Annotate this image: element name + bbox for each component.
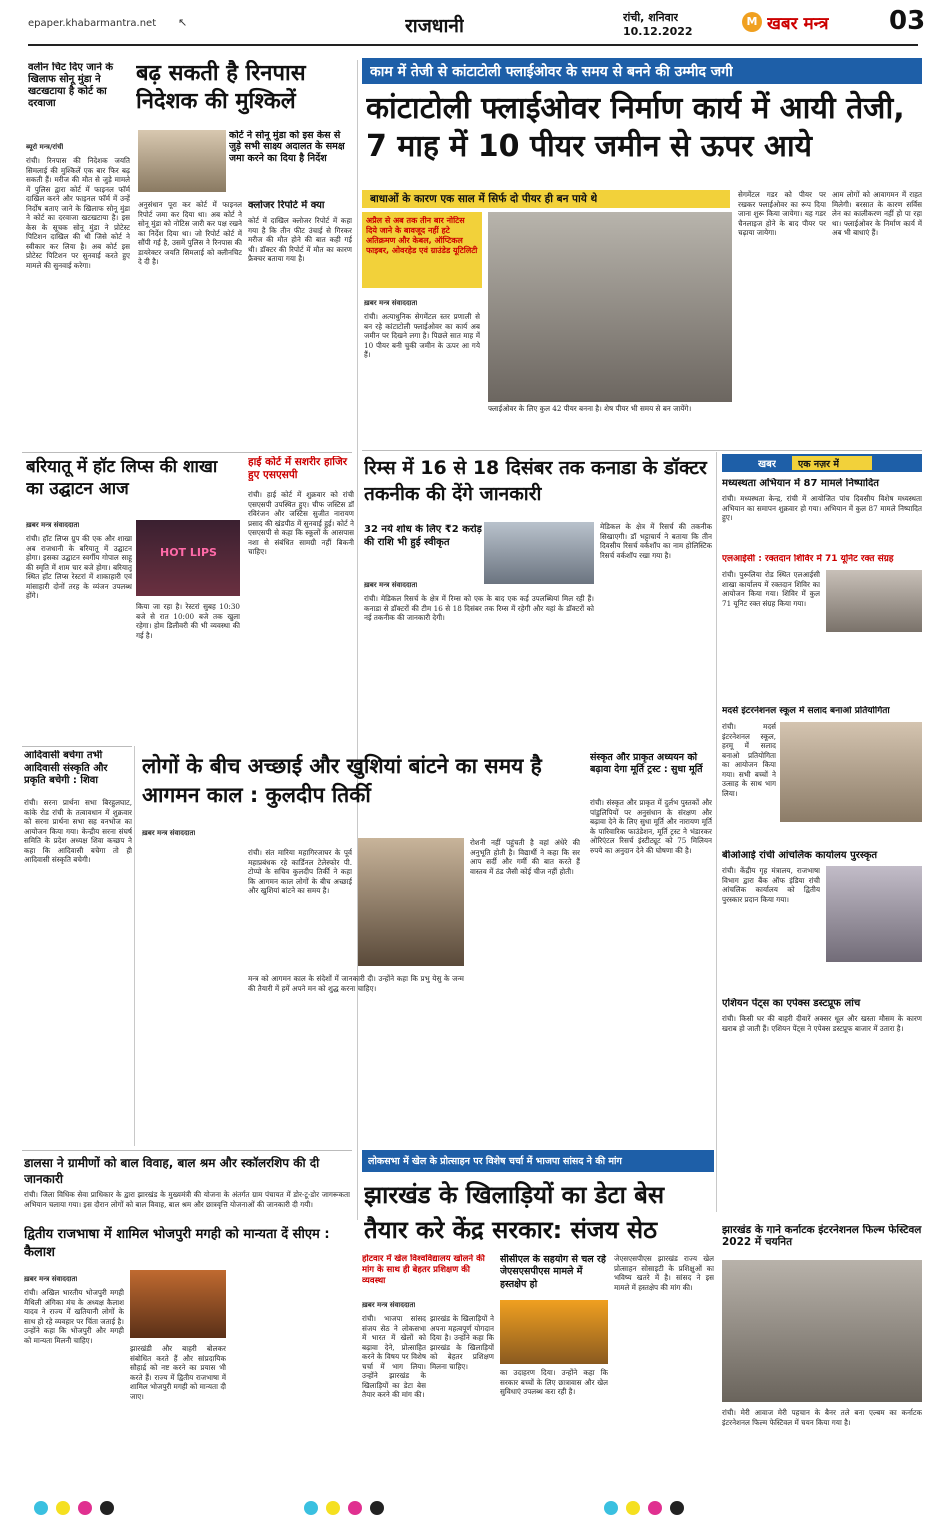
highlight-box-text: अप्रैल से अब तक तीन बार नोटिस दिये जाने के बावजूद नहीं हटे अतिक्रमण और केबल, ऑप्टिकल फाइबर, ओवरहेड एवं ग्राउंडेड यूटिलिटी (366, 216, 478, 255)
article-body: रांची। भाजपा सांसद संजय सेठ ने लोकसभा में भारत में खेलों को बढ़ावा देने, प्रोत्साहित करने के विषय पर विशेष चर्चा में भाग लिया। उन्होंने झारखंड के खिलाड़ियों का डेटा बेस तैयार करने की मांग की। (362, 1314, 426, 1399)
article-body: रांची। संत मारिया महागिरजाघर के पूर्व महाप्रबंधक रहे कार्डिनल टेलेस्फोर पी. टोप्पो के सचिव कुलदीप तिर्की ने कहा कि आगमन काल लोगों के बीच अच्छाई और खुशियां बांटने का समय है। (248, 848, 352, 895)
brand-logo (742, 10, 892, 36)
article-hot-lips (22, 456, 240, 746)
article-headline: द्वितीय राजभाषा में शामिल भोजपुरी मगही को मान्यता दें सीएम : कैलाश (24, 1227, 330, 1260)
blood-camp-photo (826, 570, 922, 632)
article-body: रांची। मेडिकल रिसर्च के क्षेत्र में रिम्स को एक के बाद एक कई उपलब्धियां मिल रही हैं। कनाडा से डॉक्टरों की टीम 16 से 18 दिसंबर तक रिम्स में रहेगी और यहां के डॉक्टरों को नई तकनीक की जानकारी देगी। (364, 594, 594, 622)
article-headline: आदिवासी बचेगा तभी आदिवासी संस्कृति और प्रकृति बचेगी : शिवा (24, 750, 108, 786)
photo-caption: कोर्ट ने सोनू मुंडा को इस केस से जुड़े सभी साक्ष्य अदालत के समक्ष जमा करने का दिया है निर्देश (229, 130, 345, 164)
magenta-dot (78, 1501, 92, 1515)
brief-headline: मदर्स इंटरनेशनल स्कूल में सलाद बनाओ प्रतियोगिता (722, 706, 890, 716)
ek-nazar-sidebar (722, 454, 922, 1509)
byline: ब्यूरो मन्त्र/रांची (26, 143, 64, 151)
article-headline: रिम्स में 16 से 18 दिसंबर तक कनाडा के डॉक्टर तकनीक की देंगे जानकारी (364, 457, 707, 505)
dateline-date: 10.12.2022 (623, 25, 693, 38)
registration-dots-right (600, 1500, 688, 1517)
kailash-portrait (130, 1270, 226, 1338)
article-body: किया जा रहा है। रेस्टरां सुबह 10:30 बजे से रात 10:00 बजे तक खुला रहेगा। होम डिलीवरी की भी व्यवस्था की गई है। (136, 602, 240, 640)
brief-body: रांची। किसी घर की बाहरी दीवारें अक्सर धूल और खस्ता मौसम के कारण खराब हो जाती हैं। एशियन पेंट्स ने एपेक्स डस्टप्रूफ बाजार में उतारा है। (722, 1014, 922, 1033)
article-headline: बरियातू में हॉट लिप्स की शाखा का उद्घाटन आज (26, 457, 218, 500)
article-kailash (22, 1226, 354, 1496)
court-photo (138, 130, 226, 192)
article-kuldeep-tirkey (140, 752, 580, 1144)
cyan-dot (304, 1501, 318, 1515)
article-headline: बढ़ सकती है रिनपास निदेशक की मुश्किलें (136, 61, 306, 114)
article-banner (362, 1150, 714, 1172)
article-body: कोर्ट में दाखिल क्लोजर रिपोर्ट में कहा गया है कि तीन फीट उंचाई से गिरकर मरीज की मौत होने की बात कही गई थी। डॉक्टर की रिपोर्ट में मौत का कारण फ्रैक्चर बताया गया है। (248, 216, 352, 263)
brief-headline: बीओआई रांची आंचलिक कार्यालय पुरस्कृत (722, 850, 878, 861)
site-url[interactable]: epaper.khabarmantra.net (28, 18, 157, 29)
byline: ख़बर मन्त्र संवाददाता (24, 1275, 78, 1283)
cyan-dot (34, 1501, 48, 1515)
article-adivasi (22, 750, 132, 1150)
magenta-dot (348, 1501, 362, 1515)
photo-caption: फ्लाईओवर के लिए कुल 42 पीयर बनना है। शेष पीयर भी समय से बन जायेंगे। (488, 404, 692, 413)
brief-body: रांची। मदर्स इंटरनेशनल स्कूल, हरमू में सलाद बनाओ प्रतियोगिता का आयोजन किया गया। सभी बच्चों ने उत्साह के साथ भाग लिया। (722, 722, 776, 798)
salad-competition-photo (780, 722, 922, 822)
registration-dots-center (300, 1500, 388, 1517)
article-high-court (246, 456, 354, 746)
brief-body: रांची। केंद्रीय गृह मंत्रालय, राजभाषा विभाग द्वारा बैंक ऑफ इंडिया रांची आंचलिक कार्यालय को द्वितीय पुरस्कार प्रदान किया गया। (722, 866, 820, 904)
article-kicker: वलीन चिट दिए जाने के खिलाफ सोनू मुंडा ने खटखटाया है कोर्ट का दरवाजा (28, 62, 114, 109)
brief-body: रांची। मध्यस्थता केन्द्र, रांची में आयोजित पांच दिवसीय विशेष मध्यस्थता अभियान का समापन शुक्रवार हो गया। अभियान में कुल 87 मामले निष्पादित हुए। (722, 494, 922, 522)
section-name: राजधानी (405, 15, 464, 37)
byline: ख़बर मन्त्र संवाददाता (364, 581, 418, 589)
sanjay-seth-portrait (500, 1300, 608, 1364)
article-body: झारखंडी और बाहरी बोलकर संबोधित करते हैं और सांप्रदायिक सौहार्द्र को नष्ट करने का प्रयास भी करते हैं। राज्य में द्वितीय राजभाषा में शामिल भोजपुरी मगही को मान्यता दी जाए। (130, 1344, 226, 1401)
banner-text: लोकसभा में खेल के प्रोत्साहन पर विशेष चर्चा में भाजपा सांसद ने की मांग (368, 1156, 622, 1167)
cyan-dot (604, 1501, 618, 1515)
article-body: मन्त्र को आगमन काल के संदेशों में जानकारी दी। उन्होंने कहा कि प्रभु येसु के जन्म की तैयारी में हमें अपने मन को शुद्ध करना चाहिए। (248, 974, 464, 993)
sidebar-tag-bar (722, 454, 922, 472)
article-body: अनुसंधान पूरा कर कोर्ट में फाइनल रिपोर्ट जमा कर दिया था। अब कोर्ट ने सोनू मुंडा को नोटिस जारी कर पक्ष रखने का निर्देश दिया था। जो रिपोर्ट कोर्ट में सौंपी गई है, उसमें पुलिस ने रिनपास की डायरेक्टर जयति सिमलाई को क्लीनचिट दे दी है। (138, 200, 242, 266)
article-headline: हाई कोर्ट में सशरीर हाजिर हुए एसएसपी (248, 456, 348, 481)
yellow-dot (326, 1501, 340, 1515)
article-rims (362, 454, 712, 754)
magenta-dot (648, 1501, 662, 1515)
article-body: रांची। अखिल भारतीय भोजपुरी मगही मैथिली अंगिका मंच के अध्यक्ष कैलाश यादव ने राज्य में खतियानी लोगों के साथ हो रहे व्यवहार पर चिंता जताई है। उन्होंने कहा कि भोजपुरी और मगही को मान्यता मिलनी चाहिए। (24, 1288, 124, 1345)
highlight-box-text: 32 नये शोध के लिए ₹2 करोड़ की राशि भी हुई स्वीकृत (364, 524, 482, 548)
yellow-dot (56, 1501, 70, 1515)
cursor-icon: ↖ (178, 16, 188, 29)
column-rule (716, 452, 717, 1212)
column-rule (134, 746, 135, 1146)
restaurant-photo (136, 520, 240, 596)
article-headline: कांटाटोली फ्लाईओवर निर्माण कार्य में आयी तेजी, 7 माह में 10 पीयर जमीन से ऊपर आये (366, 91, 905, 164)
subheading: सीसीएल के सहयोग से चल रहे जेएसएसपीएस मामले में हस्तक्षेप हो (500, 1254, 606, 1290)
article-body: मेडिकल के क्षेत्र में रिसर्च की तकनीक सिखाएगी। डॉ भट्टाचार्य ने बताया कि तीन दिवसीय रिसर्च वर्कशॉप का नाम होलिस्टिक रिसर्च वर्कशॉप रखा गया है। (600, 522, 712, 560)
article-body: रोशनी नहीं पहुंचती है वहां अंधेरे की अनुभूति होती है। विद्यार्थी ने कहा कि सर आप सर्दी और गर्मी की बात करते हैं वास्तव में ठंड जैसी कोई चीज नहीं होती। (470, 838, 580, 876)
article-dalsa (22, 1156, 352, 1224)
byline: ख़बर मन्त्र संवाददाता (26, 521, 80, 529)
kuldeep-portrait (358, 838, 464, 966)
horizontal-rule (362, 450, 922, 451)
article-sanjay-seth (362, 1150, 714, 1496)
article-body: आम लोगों को आवागमन में राहत मिलेगी। बरसात के कारण सर्विस लेन का कालीकरण नहीं हो पा रहा था। फ्लाईओवर के निर्माण कार्य में अब भी बाधाएं हैं। (832, 190, 922, 237)
horizontal-rule (22, 1150, 352, 1151)
rims-photo (484, 522, 594, 584)
brief-headline: एशियन पेंट्स का एपेक्स डस्टप्रूफ लांच (722, 998, 861, 1009)
registration-marks (0, 1500, 945, 1517)
banner-text: काम में तेजी से कांटाटोली फ्लाईओवर के समय से बनने की उम्मीद जगी (370, 64, 733, 80)
article-body: झारखंड के खिलाड़ियों ने अपना महत्वपूर्ण योगदान दिया है। उन्होंने कहा कि झारखंड के खिलाड़ियों को बेहतर प्रशिक्षण मिलना चाहिए। (430, 1314, 494, 1371)
article-body: का उदाहरण दिया। उन्होंने कहा कि सरकार बच्चों के लिए छात्रावास और खेल सुविधाएं उपलब्ध करा रही है। (500, 1368, 608, 1396)
registration-dots-left (30, 1500, 118, 1517)
brand-logo-icon: M (742, 12, 762, 32)
horizontal-rule (22, 452, 352, 453)
article-banner (362, 58, 922, 84)
brief-headline: झारखंड के गाने कर्नाटक इंटरनेशनल फिल्म फेस्टिवल 2022 में चयनित (722, 1224, 922, 1249)
page-number: 03 (889, 6, 926, 36)
dateline-city: रांची, शनिवार (623, 11, 679, 24)
article-body: रांची। हाई कोर्ट में शुक्रवार को रांची एसएसपी उपस्थित हुए। चीफ जस्टिस डॉ रविरंजन और जस्टिस सुजीत नारायण प्रसाद की खंडपीठ में सुनवाई हुई। कोर्ट ने एसएसपी से कहा कि स्कूलों के आसपास नशा से संबंधित सामग्री नहीं बिकनी चाहिए। (248, 490, 354, 556)
article-headline: झारखंड के खिलाड़ियों का डेटा बेस तैयार करे केंद्र सरकार: संजय सेठ (364, 1181, 665, 1244)
sidebar-tag: खबर (758, 459, 776, 470)
article-body: रांची। जिला विधिक सेवा प्राधिकार के द्वारा झारखंड के मुख्यमंत्री की योजना के अंतर्गत ग्राम पंचायत में डोर-टू-डोर जागरूकता अभियान चलाया गया। इस दौरान लोगों को बाल विवाह, बाल श्रम और छात्रवृत्ति योजनाओं की जानकारी दी गयी। (24, 1190, 350, 1209)
article-flyover (362, 58, 922, 448)
subheading: होटवार में खेल विश्वविद्यालय खोलने की मांग के साथ ही बेहतर प्रशिक्षण की व्यवस्था (362, 1254, 485, 1287)
article-body: रांची। रिनपास की निदेशक जयति सिमलाई की मुश्किलें एक बार फिर बढ़ सकती हैं। मरीज की मौत से जुड़े मामले में पुलिस द्वारा कोर्ट में फाइनल फॉर्म दाखिल करने और फाइनल फॉर्म में उन्हें निर्दोष बताए जाने के खिलाफ सोनू मुंडा ने कोर्ट का दरवाजा खटखटाया है। इस केस के सूचक सोनू मुंडा ने प्रोटेस्ट पिटिशन दाखिल की थी जिसे कोर्ट ने स्वीकार कर लिया है। अब कोर्ट इस प्रोटेस्ट पिटिशन पर सुनवाई करते हुए मामले की सुनवाई करेगा। (26, 156, 130, 270)
article-headline: लोगों के बीच अच्छाई और खुशियां बांटने का समय है आगमन काल : कुलदीप तिर्की (142, 754, 542, 808)
masthead-rule (28, 44, 918, 46)
article-body: रांची। अत्याधुनिक सेगमेंटल स्तर प्रणाली से बन रहे कांटाटोली फ्लाईओवर का कार्य अब जमीन पर दिखने लगा है। पिछले सात माह में 10 पीयर बनी चुकी जमीन के ऊपर आ गये हैं। (364, 312, 480, 359)
award-photo (826, 866, 922, 962)
byline: ख़बर मन्त्र संवाददाता (362, 1301, 416, 1309)
black-dot (100, 1501, 114, 1515)
article-body: रांची। सरना प्रार्थना सभा बिरहुलघाट, कांके रोड रांची के तत्वावधान में शुक्रवार को सरना प्रार्थना सभा सह वनभोज का आयोजन किया गया। केन्द्रीय सरना संघर्ष समिति के प्रदेश अध्यक्ष शिवा कच्छप ने कहा कि आदिवासी बचेगा तो ही आदिवासी संस्कृति बचेगी। (24, 798, 132, 864)
black-dot (670, 1501, 684, 1515)
article-rinpas (22, 60, 352, 460)
article-body: रांची। हॉट लिप्स ग्रुप की एक और शाखा अब राजधानी के बरियातू में उद्घाटन होगा। इसका उद्घाटन स्वर्गीय गोपाल साहू की स्मृति में शाम चार बजे होगा। बरियातू स्थित हॉट लिप्स रेस्टरां में शाकाहारी एवं मांसाहारी दोनों तरह के व्यंजन उपलब्ध होंगे। (26, 534, 132, 600)
strapline (362, 190, 730, 208)
flyover-photo (488, 212, 732, 402)
article-sudha-murty (590, 752, 712, 1144)
brief-headline: मध्यस्थता अभियान में 87 मामले निष्पादित (722, 478, 879, 489)
sidebar-title: एक नज़र में (798, 459, 840, 470)
brief-headline: एलआईसी : रक्तदान शिविर में 71 यूनिट रक्त संग्रह (722, 554, 894, 564)
article-headline: संस्कृत और प्राकृत अध्ययन को बढ़ावा देगा मूर्ति ट्रस्ट : सुधा मूर्ति (590, 752, 703, 775)
film-festival-photo (722, 1260, 922, 1402)
highlight-box (362, 522, 482, 574)
article-headline: डालसा ने ग्रामीणों को बाल विवाह, बाल श्रम और स्कॉलरशिप की दी जानकारी (24, 1156, 320, 1186)
subheading: क्लोजर रिपोर्ट में क्या (248, 200, 325, 211)
horizontal-rule (22, 746, 132, 747)
strapline-text: बाधाओं के कारण एक साल में सिर्फ दो पीयर ही बन पाये थे (370, 193, 598, 205)
restaurant-sign: HOT LIPS (160, 546, 217, 559)
brief-body: रांची। मेरी आवाज मेरी पहचान के बैनर तले बना एल्बम का कर्नाटक इंटरनेशनल फिल्म फेस्टिवल में चयन किया गया है। (722, 1408, 922, 1427)
byline: ख़बर मन्त्र संवाददाता (364, 299, 418, 307)
black-dot (370, 1501, 384, 1515)
byline: ख़बर मन्त्र संवाददाता (142, 829, 196, 837)
masthead (0, 0, 945, 46)
brand-logo-text: खबर मन्त्र (767, 14, 829, 34)
article-body: सेगमेंटल गडर को पीयर पर रखकर फ्लाईओवर का रूप दिया जाना शुरू किया जायेगा। यह गडर चैनलाइज होने के बाद पीयर पर चढ़ाया जायेगा। (738, 190, 826, 237)
highlight-box (362, 212, 482, 288)
yellow-dot (626, 1501, 640, 1515)
brief-body: रांची। पुरूलिया रोड स्थित एलआईसी शाखा कार्यालय में रक्तदान शिविर का आयोजन किया गया। शिविर में कुल 71 यूनिट रक्त संग्रह किया गया। (722, 570, 820, 608)
article-body: रांची। संस्कृत और प्राकृत में दुर्लभ पुस्तकों और पांडुलिपियों पर अनुसंधान के संरक्षण और बढ़ावा देने के लिए सुधा मूर्ति और नारायण मूर्ति के पारिवारिक फाउंडेशन, मूर्ति ट्रस्ट ने भंडारकर ओरिएंटल रिसर्च इंस्टीट्यूट को 75 मिलियन रुपये का अनुदान देने की घोषणा की है। (590, 798, 712, 855)
article-body: जेएसएसपीएस झारखंड राज्य खेल प्रोत्साहन सोसाइटी के प्रशिक्षुओं का भविष्य खतरे में है। सांसद ने इस मामले में हस्तक्षेप की मांग की। (614, 1254, 714, 1292)
